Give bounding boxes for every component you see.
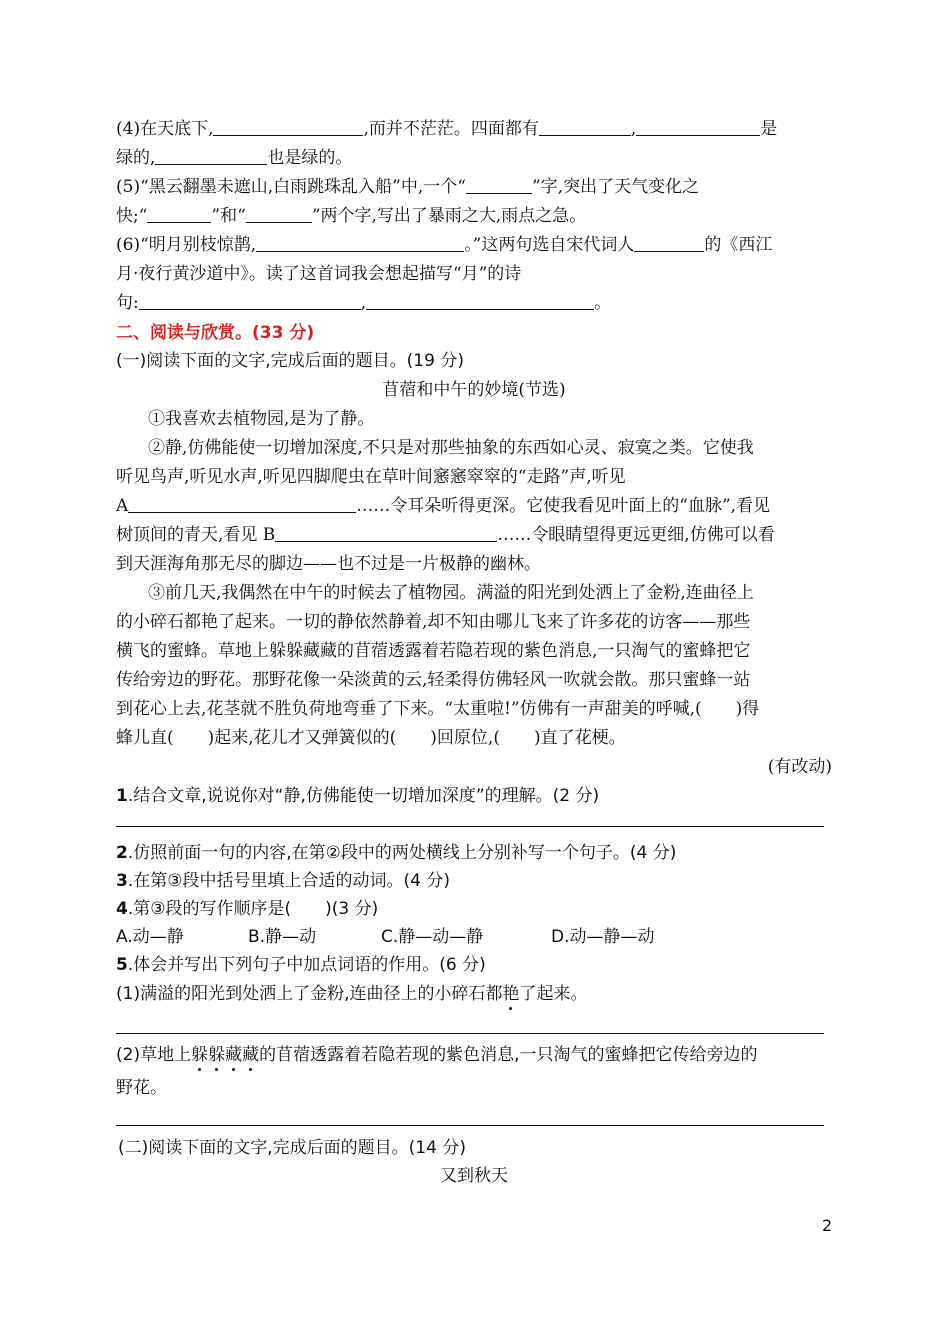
q4-line2: 绿的, 也是绿的。 <box>116 148 353 168</box>
blank[interactable] <box>636 117 760 136</box>
blank[interactable] <box>155 146 267 165</box>
paragraph-3-line: 传给旁边的野花。那野花像一朵淡黄的云,轻柔得仿佛轻风一吹就会散。那只蜜蜂一站 <box>116 670 751 690</box>
q5-line1: (5)“黑云翻墨未遮山,白雨跳珠乱入船”中,一个“ ”字,突出了天气变化之 <box>116 177 700 197</box>
paragraph-3-line: 的小碎石都艳了起来。一切的静依然静着,却不知由哪儿飞来了许多花的访客——那些 <box>116 612 751 632</box>
question-2: 2.仿照前面一句的内容,在第②段中的两处横线上分别补写一个句子。(4 分) <box>116 843 677 863</box>
question-5-sentence-1: (1)满溢的阳光到处洒上了金粉,连曲径上的小碎石都艳了起来。 <box>116 981 587 1007</box>
q6-line2: 月·夜行黄沙道中》。读了这首词我会想起描写“月”的诗 <box>116 264 522 284</box>
q5-line2: 快;“ ”和“ ”两个字,写出了暴雨之大,雨点之急。 <box>116 206 587 226</box>
option-d[interactable]: D.动—静—动 <box>551 927 655 947</box>
blank[interactable] <box>147 204 211 223</box>
blank[interactable] <box>466 175 532 194</box>
reading1-intro: (一)阅读下面的文字,完成后面的题目。(19 分) <box>116 351 464 371</box>
paragraph-1: ①我喜欢去植物园,是为了静。 <box>148 409 375 429</box>
paragraph-2-line: A ……令耳朵听得更深。它使我看见叶面上的“血脉”,看见 <box>116 496 771 516</box>
q4-line1: (4)在天底下, ,而并不茫茫。四面都有 , 是 <box>116 119 778 139</box>
paragraph-3-line: 横飞的蜜蜂。草地上躲躲藏藏的苜蓿透露着若隐若现的紫色消息,一只淘气的蜜蜂把它 <box>116 641 751 661</box>
reading1-title: 苜蓿和中午的妙境(节选) <box>382 380 566 400</box>
paragraph-3-line: 到花心上去,花茎就不胜负荷地弯垂了下来。“太重啦!”仿佛有一声甜美的呼喊,( )得 <box>116 699 760 719</box>
blank[interactable] <box>366 291 594 310</box>
blank-b[interactable] <box>275 523 497 542</box>
option-c[interactable]: C.静—动—静 <box>381 927 484 947</box>
question-5-sentence-2: (2)草地上躲躲藏藏的苜蓿透露着若隐若现的紫色消息,一只淘气的蜜蜂把它传给旁边的 <box>116 1042 758 1068</box>
section-heading: 二、阅读与欣赏。(33 分) <box>116 323 315 343</box>
q6-line1: (6)“明月别枝惊鹊, 。”这两句选自宋代词人 的《西江 <box>116 235 773 255</box>
paragraph-2-line: 到天涯海角那无尽的脚边——也不过是一片极静的幽林。 <box>116 554 541 574</box>
q6-line3: 句: , 。 <box>116 293 612 313</box>
answer-line[interactable] <box>116 1125 824 1126</box>
paragraph-3-line: 蜂儿直( )起来,花儿才又弹簧似的( )回原位,( )直了花梗。 <box>116 728 626 748</box>
question-3: 3.在第③段中括号里填上合适的动词。(4 分) <box>116 871 450 891</box>
option-b[interactable]: B.静—动 <box>248 927 317 947</box>
reading2-intro: (二)阅读下面的文字,完成后面的题目。(14 分) <box>118 1138 466 1158</box>
blank[interactable] <box>539 117 631 136</box>
question-1: 1.结合文章,说说你对“静,仿佛能使一切增加深度”的理解。(2 分) <box>116 786 600 806</box>
blank[interactable] <box>256 233 464 252</box>
dotted-char: 躲 <box>191 1042 208 1068</box>
blank[interactable] <box>213 117 363 136</box>
page-number: 2 <box>822 1216 833 1235</box>
dotted-char: 躲 <box>208 1042 225 1068</box>
paragraph-2-line: 树顶间的青天,看见 B ……令眼睛望得更远更细,仿佛可以看 <box>116 525 775 545</box>
paragraph-2-line: 听见鸟声,听见水声,听见四脚爬虫在草叶间窸窸窣窣的“走路”声,听见 <box>116 467 626 487</box>
option-a[interactable]: A.动—静 <box>116 927 184 947</box>
dotted-char: 藏 <box>225 1042 242 1068</box>
answer-line[interactable] <box>116 1033 824 1034</box>
dotted-word: 艳 <box>502 981 519 1007</box>
reading2-title: 又到秋天 <box>440 1166 508 1186</box>
question-4: 4.第③段的写作顺序是( )(3 分) <box>116 899 379 919</box>
source-note: (有改动) <box>767 757 832 777</box>
answer-line[interactable] <box>116 826 824 827</box>
blank-a[interactable] <box>128 494 356 513</box>
paragraph-2-line: ②静,仿佛能使一切增加深度,不只是对那些抽象的东西如心灵、寂寞之类。它使我 <box>148 438 754 458</box>
question-5-sentence-2-cont: 野花。 <box>116 1078 167 1098</box>
question-4-options <box>116 924 655 950</box>
question-5: 5.体会并写出下列句子中加点词语的作用。(6 分) <box>116 955 486 975</box>
blank[interactable] <box>634 233 704 252</box>
blank[interactable] <box>139 291 361 310</box>
paragraph-3-line: ③前几天,我偶然在中午的时候去了植物园。满溢的阳光到处洒上了金粉,连曲径上 <box>148 583 754 603</box>
dotted-char: 藏 <box>242 1042 259 1068</box>
blank[interactable] <box>246 204 312 223</box>
